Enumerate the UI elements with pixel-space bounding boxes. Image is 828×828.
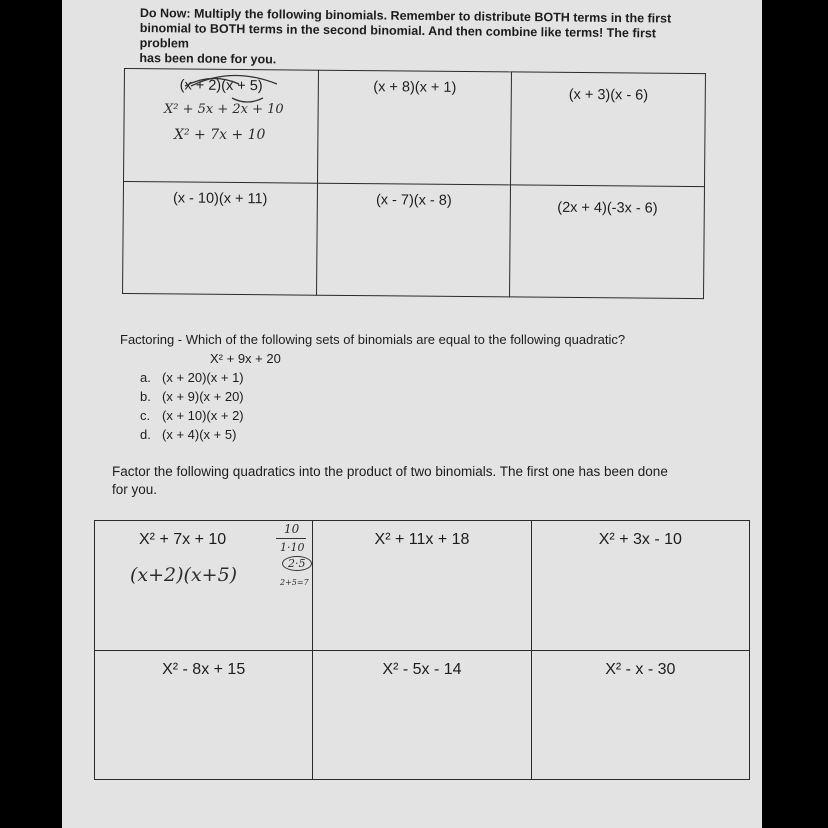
handwritten-expansion: X² + 5x + 2x + 10 <box>164 102 284 117</box>
factor-cell-2 <box>313 521 531 651</box>
handwritten-divider <box>276 538 306 539</box>
do-now-instructions <box>139 6 700 72</box>
multiply-row-2 <box>123 181 705 299</box>
handwritten-simplified: X² + 7x + 10 <box>174 127 266 143</box>
option-b[interactable] <box>120 387 720 406</box>
quadratic-expression: X² + 3x - 10 <box>598 531 682 548</box>
factor-grid <box>94 520 750 780</box>
quadratic-expression: X² - 5x - 14 <box>382 660 462 678</box>
factor-cell-6 <box>531 650 749 780</box>
factoring-prompt: Factoring - Which of the following sets of binomials are equal to the following quadratic? <box>120 332 626 347</box>
option-c[interactable] <box>120 406 720 425</box>
intro-line-3: has been done for you. <box>139 50 277 67</box>
option-letter: c. <box>140 408 151 423</box>
option-text: (x + 20)(x + 1) <box>162 370 244 385</box>
handwritten-sum-check: 2+5=7 <box>280 578 309 587</box>
factor-instructions <box>112 463 712 499</box>
binomial-product: (x - 7)(x - 8) <box>375 191 452 209</box>
option-letter: d. <box>140 427 151 442</box>
handwritten-factored-answer: (x+2)(x+5) <box>130 564 238 586</box>
option-d[interactable] <box>120 425 720 444</box>
option-a[interactable] <box>120 368 720 387</box>
handwritten-factor-pair: 1·10 <box>280 541 305 554</box>
intro-line-2: binomial to BOTH terms in the second binomial. And then combine like terms! The first problem <box>139 20 657 51</box>
binomial-product: (x - 10)(x + 11) <box>172 189 268 207</box>
option-text: (x + 4)(x + 5) <box>162 427 237 442</box>
handwritten-factor-pair-circled: 2·5 <box>282 556 312 571</box>
quadratic-expression: X² + 7x + 10 <box>139 531 227 548</box>
binomial-product: (2x + 4)(-3x - 6) <box>557 199 658 217</box>
multiply-cell-2 <box>317 70 512 184</box>
factor-cell-5 <box>313 650 531 780</box>
quadratic-expression: X² + 11x + 18 <box>374 531 470 548</box>
factor-intro-line-1: Factor the following quadratics into the product of two binomials. The first one has been done <box>112 464 668 479</box>
factor-cell-3 <box>531 521 749 651</box>
multiply-cell-3 <box>511 72 706 186</box>
worksheet-paper <box>62 0 762 828</box>
handwritten-product: 10 <box>284 522 300 536</box>
binomial-product: (x + 3)(x - 6) <box>568 86 649 104</box>
factor-intro-line-2: for you. <box>112 482 158 497</box>
multiply-cell-4 <box>123 181 318 295</box>
distribution-arrows <box>177 72 287 106</box>
quadratic-expression: X² - x - 30 <box>605 660 676 678</box>
quadratic-expression: X² - 8x + 15 <box>162 660 246 678</box>
option-letter: a. <box>140 370 151 385</box>
binomial-product: (x + 2)(x + 5) <box>179 77 263 95</box>
multiply-cell-5 <box>316 183 511 297</box>
factor-row-2 <box>95 650 750 780</box>
factoring-question <box>120 330 720 444</box>
intro-line-1: Do Now: Multiply the following binomials. Remember to distribute BOTH terms in the first <box>139 6 672 26</box>
answer-options <box>120 368 720 444</box>
option-letter: b. <box>140 389 151 404</box>
binomial-product: (x + 8)(x + 1) <box>373 79 457 96</box>
option-text: (x + 9)(x + 20) <box>162 389 244 404</box>
multiply-cell-6 <box>510 184 705 298</box>
factor-cell-4 <box>95 650 313 780</box>
target-quadratic: X² + 9x + 20 <box>210 351 281 366</box>
option-text: (x + 10)(x + 2) <box>162 408 244 423</box>
